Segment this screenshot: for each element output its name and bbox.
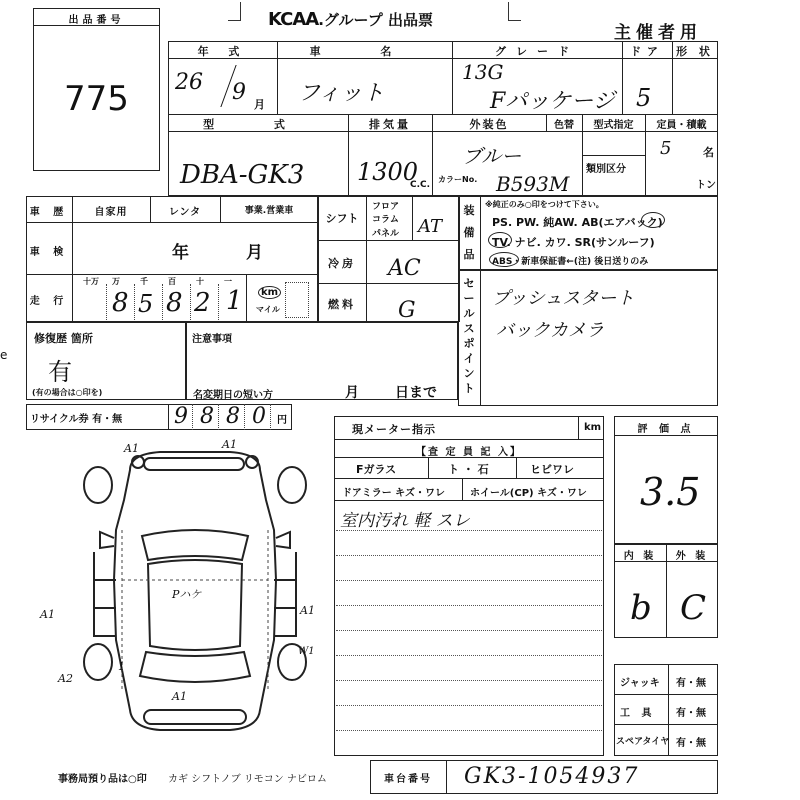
year-label: 年 式 — [197, 45, 248, 58]
corner-mark — [228, 2, 241, 21]
sales-point-label: セールスポイント — [463, 277, 475, 395]
tools-label: 工 具 — [620, 708, 656, 719]
score-value: 3.5 — [640, 470, 701, 514]
door-value: 5 — [636, 84, 652, 112]
recycle-digit: 8 — [200, 404, 214, 429]
damage-mark: Pハケ — [172, 588, 202, 601]
grade-line1: 13G — [462, 60, 504, 84]
displacement-unit: C.C. — [410, 180, 431, 190]
category-label: 類別区分 — [586, 164, 626, 175]
mileage-label: 走 行 — [29, 296, 69, 307]
capacity-label: 定員・積載 — [656, 120, 707, 131]
repair-value: 有 — [48, 358, 72, 386]
fuel-label: 燃料 — [328, 298, 356, 311]
recycle-digit: 9 — [174, 404, 188, 429]
score-label: 評 価 点 — [637, 424, 695, 435]
car-name-label: 車 名 — [309, 45, 420, 58]
damage-mark: W1 — [298, 646, 315, 657]
type-designation-label: 型式指定 — [593, 120, 634, 131]
f-glass-label: Fガラス — [356, 463, 397, 476]
spare-tire-label: スペアタイヤ — [616, 737, 670, 747]
displacement-value: 1300 — [357, 158, 419, 186]
circle-mark — [489, 252, 519, 267]
year-value: 26 — [175, 70, 203, 95]
inspector-label: 【査 定 員 記 入】 — [416, 447, 522, 458]
mileage-digit: 5 — [138, 290, 154, 318]
lot-number-box — [33, 8, 160, 171]
lot-number-label: 出品番号 — [68, 15, 125, 26]
mileage-head: 一 — [224, 277, 232, 286]
mileage-head: 万 — [112, 277, 120, 286]
circle-mark — [641, 212, 665, 228]
repair-label: 修復歴 箇所 — [34, 332, 93, 345]
equipment-note: ※純正のみ○印をつけて下さい。 — [485, 200, 604, 209]
tools-yn[interactable]: 有・無 — [676, 708, 706, 719]
mileage-km-unit: km — [258, 286, 281, 299]
mileage-digit: 8 — [166, 288, 183, 318]
office-items: カギ シフトノブ リモコン ナビロム — [168, 774, 327, 785]
recycle-digit: 8 — [226, 404, 240, 429]
crack-options[interactable]: ト ・ 石 — [448, 463, 489, 476]
shift-option-floor[interactable]: フロア — [372, 202, 400, 212]
mileage-digit: 1 — [226, 286, 243, 316]
deadline-label: 名変期日の短い方 — [193, 390, 273, 401]
lot-number-value: 775 — [64, 79, 129, 119]
damage-mark: 1 — [118, 660, 125, 673]
shift-option-column[interactable]: コラム — [372, 215, 399, 225]
inspection-year-unit: 年 — [172, 243, 189, 263]
shape-label: 形 状 — [676, 45, 714, 58]
fuel-value: G — [398, 298, 416, 323]
mileage-grid — [80, 274, 310, 322]
model-label: 型 式 — [203, 118, 313, 131]
circle-mark — [488, 232, 512, 248]
aircon-value: AC — [388, 256, 421, 281]
exterior-value: C — [680, 588, 707, 628]
model-value: DBA-GK3 — [180, 160, 305, 190]
interior-value: b — [630, 588, 652, 628]
deadline-day: 日まで — [395, 385, 437, 401]
equipment-line3: ABS・新車保証書←(注) 後日送りのみ — [492, 257, 649, 267]
repair-note: (有の場合は○印を) — [32, 388, 103, 397]
shift-value: AT — [418, 216, 443, 237]
damage-mark: A2 — [58, 672, 73, 685]
spare-tire-yn[interactable]: 有・無 — [676, 738, 706, 749]
exterior-label: 外 装 — [675, 551, 709, 562]
chassis-label: 車台番号 — [384, 774, 432, 785]
meter-unit: km — [584, 422, 602, 433]
sales-point-line2: バックカメラ — [496, 320, 604, 341]
chassis-value: GK3-1054937 — [464, 764, 640, 789]
damage-mark: A1 — [300, 604, 315, 617]
corner-mark — [508, 2, 521, 21]
exterior-color-label: 外装色 — [469, 118, 509, 131]
door-mirror-label[interactable]: ドアミラー キズ・ワレ — [342, 488, 445, 499]
exterior-color-value: ブルー — [462, 144, 522, 168]
history-rental[interactable]: レンタ — [168, 207, 202, 218]
grade-label: グレード — [495, 45, 579, 58]
equipment-line2: TV. ナビ. カワ. SR(サンルーフ) — [492, 236, 655, 249]
inspection-month-unit: 月 — [246, 243, 263, 263]
notes-label: 注意事項 — [192, 334, 232, 345]
jack-yn[interactable]: 有・無 — [676, 678, 706, 689]
brand-logo: KCAA — [268, 9, 319, 30]
wheel-label[interactable]: ホイール(CP) キズ・ワレ — [470, 488, 587, 499]
office-note: 事務局預り品は○印 — [58, 774, 147, 785]
history-label: 車 歴 — [29, 207, 69, 218]
equipment-label: 装備品 — [463, 204, 475, 261]
hibiware-label[interactable]: ヒビワレ — [530, 463, 574, 476]
door-label: ドア — [630, 45, 664, 58]
capacity-value: 5 — [660, 138, 672, 159]
mileage-check-box[interactable] — [285, 282, 309, 318]
grade-line2: Fパッケージ — [490, 89, 615, 114]
history-business[interactable]: 事業.営業車 — [244, 206, 294, 216]
damage-mark: A1 — [222, 438, 237, 451]
aircon-label: 冷房 — [328, 257, 356, 270]
deadline-month: 月 — [345, 385, 359, 401]
jack-label: ジャッキ — [620, 678, 660, 689]
recycle-unit: 円 — [277, 415, 287, 426]
recycle-digit: 0 — [252, 404, 266, 429]
form-title — [268, 9, 433, 30]
side-mark: e — [0, 348, 8, 362]
mileage-head: 十万 — [83, 277, 99, 286]
shift-option-panel[interactable]: パネル — [372, 229, 400, 239]
sales-point-line1: プッシュスタート — [492, 288, 635, 309]
shift-label: シフト — [325, 212, 359, 225]
inspection-label: 車 検 — [29, 247, 69, 258]
mileage-head: 十 — [196, 277, 204, 286]
mileage-digit: 2 — [194, 288, 211, 318]
mileage-head: 千 — [140, 277, 148, 286]
car-name-value: フィット — [298, 81, 385, 106]
capacity-unit: 名 — [703, 146, 714, 159]
mileage-mile-unit: マイル — [256, 305, 280, 314]
equipment-line1: PS. PW. 純AW. AB(エアバック) — [492, 216, 663, 229]
damage-mark: A1 — [172, 690, 187, 703]
damage-mark: A1 — [124, 442, 139, 455]
mileage-digit: 8 — [112, 288, 129, 318]
color-change-label: 色替 — [554, 120, 574, 131]
month-unit: 月 — [254, 98, 265, 111]
color-number-label: カラーNo. — [438, 175, 478, 184]
history-private[interactable]: 自家用 — [94, 207, 128, 218]
color-number-value: B593M — [496, 172, 570, 196]
month-value: 9 — [232, 80, 246, 105]
displacement-label: 排気量 — [369, 118, 411, 131]
ton-unit: トン — [696, 180, 716, 191]
meter-label: 現メーター指示 — [352, 423, 436, 436]
title-text: .グループ 出品票 — [318, 11, 433, 29]
recycle-label: リサイクル券 有・無 — [30, 414, 123, 425]
organizer-label: 主催者用 — [614, 23, 702, 43]
mileage-head: 百 — [168, 277, 176, 286]
meter-remark: 室内汚れ 軽 スレ — [340, 511, 470, 531]
interior-label: 内 装 — [623, 551, 657, 562]
damage-mark: A1 — [40, 608, 55, 621]
